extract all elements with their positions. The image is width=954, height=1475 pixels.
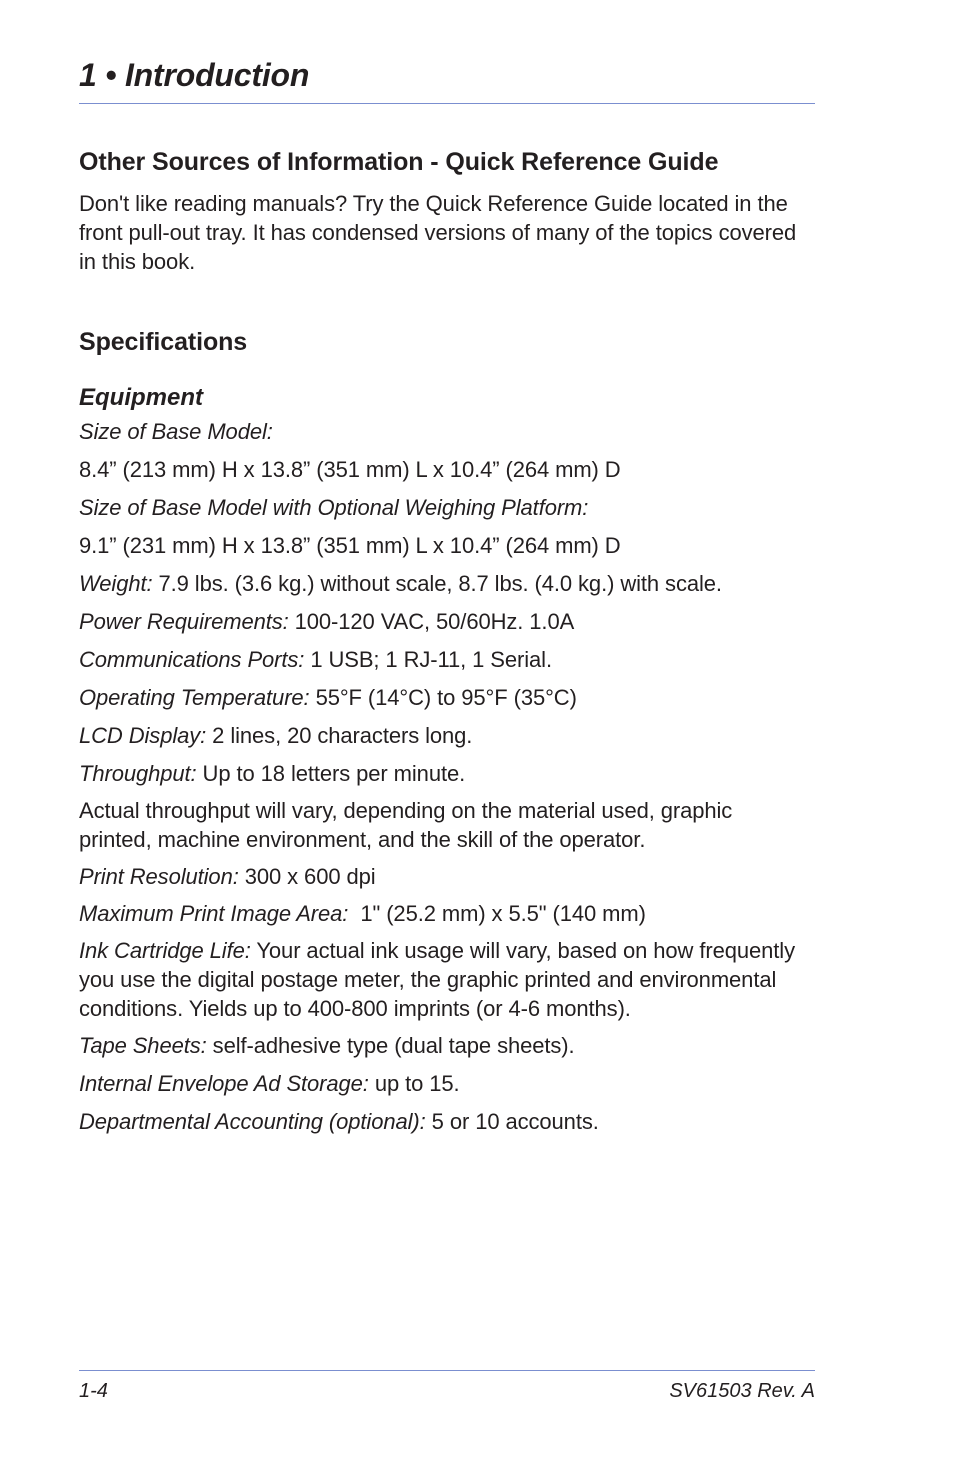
chapter-title: 1 • Introduction (79, 57, 310, 93)
spec-value: Up to 18 letters per minute. (196, 761, 466, 786)
spec-label: Departmental Accounting (optional): (79, 1109, 426, 1134)
spec-resolution (79, 862, 815, 891)
spec-size-base-label (79, 417, 815, 446)
spec-throughput-note: Actual throughput will vary, depending on the material used, graphic printed, machine environment, and the skill of the operator. (79, 798, 733, 852)
spec-size-base-value: 8.4” (213 mm) H x 13.8” (351 mm) L x 10.4” (264 mm) D (79, 457, 621, 482)
spec-lcd (79, 721, 815, 750)
section-heading-specifications: Specifications (79, 328, 248, 356)
spec-tape (79, 1031, 815, 1060)
spec-label: Tape Sheets: (79, 1033, 207, 1058)
spec-label: Communications Ports: (79, 647, 305, 672)
spec-label: Power Requirements: (79, 609, 289, 634)
spec-ad-storage (79, 1069, 815, 1098)
spec-value: 1" (25.2 mm) x 5.5" (140 mm) (348, 901, 646, 926)
spec-value: 2 lines, 20 characters long. (206, 723, 473, 748)
spec-value: 300 x 600 dpi (238, 864, 376, 889)
spec-value: 5 or 10 accounts. (425, 1109, 599, 1134)
spec-ink (79, 936, 804, 1023)
spec-label: Ink Cartridge Life: (79, 938, 251, 963)
spec-image-area (79, 899, 815, 928)
spec-weight (79, 569, 815, 598)
spec-label: Maximum Print Image Area: (79, 901, 349, 926)
spec-label: Throughput: (79, 761, 197, 786)
spec-value: Your actual ink usage will vary, based on how frequently you use the digital postage meter, the graphic printed and environmental conditions. Yields up to 400-800 imprints (or 4-6 months). (79, 938, 795, 1021)
spec-label: Operating Temperature: (79, 685, 310, 710)
spec-value: 1 USB; 1 RJ-11, 1 Serial. (304, 647, 552, 672)
spec-value: self-adhesive type (dual tape sheets). (206, 1033, 575, 1058)
quick-reference-paragraph: Don't like reading manuals? Try the Quick Reference Guide located in the front pull-out tray. It has condensed versions of many of the topics covered in this book. (79, 191, 797, 274)
spec-size-platform-label (79, 493, 815, 522)
spec-size-platform-value: 9.1” (231 mm) H x 13.8” (351 mm) L x 10.4” (264 mm) D (79, 533, 621, 558)
subsection-heading-equipment: Equipment (79, 384, 203, 411)
spec-temperature (79, 683, 815, 712)
spec-throughput (79, 759, 815, 788)
document-id: SV61503 Rev. A (669, 1380, 815, 1402)
spec-value: 7.9 lbs. (3.6 kg.) without scale, 8.7 lbs. (4.0 kg.) with scale. (152, 571, 722, 596)
spec-label: Print Resolution: (79, 864, 239, 889)
spec-label: Internal Envelope Ad Storage: (79, 1071, 369, 1096)
spec-value: up to 15. (368, 1071, 460, 1096)
spec-departmental (79, 1107, 815, 1136)
spec-ports (79, 645, 815, 674)
page-content (79, 145, 815, 1136)
page-number: 1-4 (79, 1380, 108, 1402)
section-heading-quick-reference: Other Sources of Information - Quick Reference Guide (79, 148, 719, 176)
spec-label: Weight: (79, 571, 153, 596)
spec-value: 100-120 VAC, 50/60Hz. 1.0A (288, 609, 575, 634)
header-rule (79, 103, 815, 104)
spec-label: Size of Base Model with Optional Weighing Platform: (79, 495, 589, 520)
spec-value: 55°F (14°C) to 95°F (35°C) (309, 685, 577, 710)
spec-power (79, 607, 815, 636)
spec-label: LCD Display: (79, 723, 207, 748)
footer-rule (79, 1370, 815, 1371)
spec-label: Size of Base Model: (79, 419, 273, 444)
